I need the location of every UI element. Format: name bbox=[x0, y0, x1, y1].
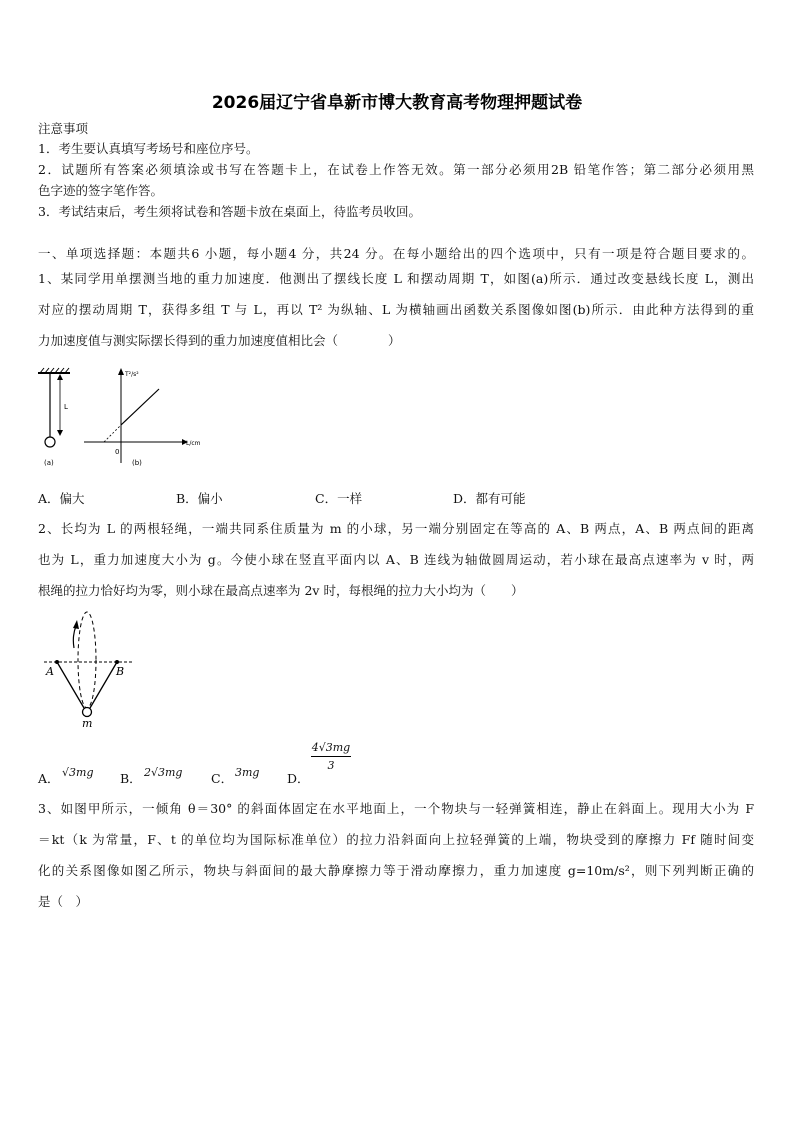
q1-line-1: 1、某同学用单摆测当地的重力加速度．他测出了摆线长度 L 和摆动周期 T，如图(a)所示．通过改变悬线长度 L，测出 bbox=[38, 271, 754, 286]
fraction-denominator: 3 bbox=[327, 759, 335, 772]
q1-figure bbox=[34, 363, 224, 475]
q1-option-b[interactable]: B．偏小 bbox=[176, 491, 223, 506]
q1-option-c[interactable]: C．一样 bbox=[315, 491, 363, 506]
rotating-ball-diagram bbox=[44, 612, 132, 730]
axis-x-label: L/cm bbox=[186, 440, 201, 447]
t2-l-graph bbox=[84, 368, 201, 467]
q2-option-d-fraction[interactable] bbox=[311, 741, 351, 772]
q2-option-d-label[interactable]: D． bbox=[287, 771, 310, 786]
label-b: (b) bbox=[132, 459, 142, 467]
q3-line-4: 是（ ） bbox=[38, 894, 89, 909]
q3-line-1: 3、如图甲所示，一倾角 θ＝30° 的斜面体固定在水平地面上，一个物块与一轻弹簧相连，静止在斜面上。现用大小为 F bbox=[38, 801, 754, 816]
q2-line-2: 也为 L，重力加速度大小为 g。今使小球在竖直平面内以 A、B 连线为轴做圆周运动，若小球在最高点速率为 v 时，两 bbox=[38, 552, 754, 567]
q2-option-b-label[interactable]: B． bbox=[120, 771, 142, 786]
notice-item-2: 2．试题所有答案必须填涂或书写在答题卡上，在试卷上作答无效。第一部分必须用2B 铅笔作答；第二部分必须用黑 bbox=[38, 162, 754, 177]
section-heading: 一、单项选择题：本题共6 小题，每小题4 分，共24 分。在每小题给出的四个选项中，只有一项是符合题目要求的。 bbox=[38, 246, 754, 261]
q2-line-3: 根绳的拉力恰好均为零，则小球在最高点速率为 2v 时，每根绳的拉力大小均为（ ） bbox=[38, 583, 524, 598]
q3-line-3: 化的关系图像如图乙所示，物块与斜面间的最大静摩擦力等于滑动摩擦力，重力加速度 g=10m/s²，则下列判断正确的 bbox=[38, 863, 754, 878]
label-B: B bbox=[116, 665, 125, 678]
q2-option-a-label[interactable]: A． bbox=[38, 771, 60, 786]
pendulum-diagram bbox=[38, 368, 70, 467]
q2-option-c-value[interactable]: 3mg bbox=[235, 766, 260, 779]
notice-item-1: 1．考生要认真填写考场号和座位序号。 bbox=[38, 141, 259, 156]
page-title: 2026届辽宁省阜新市博大教育高考物理押题试卷 bbox=[211, 93, 583, 113]
label-a: (a) bbox=[44, 459, 54, 467]
q3-line-2: ＝kt（k 为常量，F、t 的单位均为国际标准单位）的拉力沿斜面向上拉轻弹簧的上端，物块受到的摩擦力 Ff 随时间变 bbox=[38, 832, 754, 847]
q2-option-a-value[interactable]: √3mg bbox=[62, 766, 94, 779]
origin-label: 0 bbox=[115, 448, 120, 456]
q2-option-c-label[interactable]: C． bbox=[211, 771, 234, 786]
q1-line-3: 力加速度值与测实际摆长得到的重力加速度值相比会（ ） bbox=[38, 333, 401, 348]
q2-figure bbox=[40, 610, 140, 730]
q1-option-d[interactable]: D．都有可能 bbox=[453, 491, 526, 506]
label-A: A bbox=[46, 665, 54, 678]
notice-item-3: 3．考试结束后，考生须将试卷和答题卡放在桌面上，待监考员收回。 bbox=[38, 204, 421, 219]
q2-line-1: 2、长均为 L 的两根轻绳，一端共同系住质量为 m 的小球，另一端分别固定在等高的 A、B 两点，A、B 两点间的距离 bbox=[38, 521, 754, 536]
label-m: m bbox=[82, 717, 93, 730]
notice-heading: 注意事项 bbox=[38, 121, 89, 136]
q1-option-a[interactable]: A．偏大 bbox=[38, 491, 85, 506]
q2-option-b-value[interactable]: 2√3mg bbox=[144, 766, 183, 779]
q1-line-2: 对应的摆动周期 T，获得多组 T 与 L，再以 T² 为纵轴、L 为横轴画出函数关系图像如图(b)所示．由此种方法得到的重 bbox=[38, 302, 754, 317]
fraction-numerator: 4√3mg bbox=[311, 741, 351, 757]
label-L: L bbox=[64, 403, 68, 411]
notice-item-2-cont: 色字迹的签字笔作答。 bbox=[38, 183, 164, 198]
axis-y-label: T²/s² bbox=[125, 371, 139, 378]
